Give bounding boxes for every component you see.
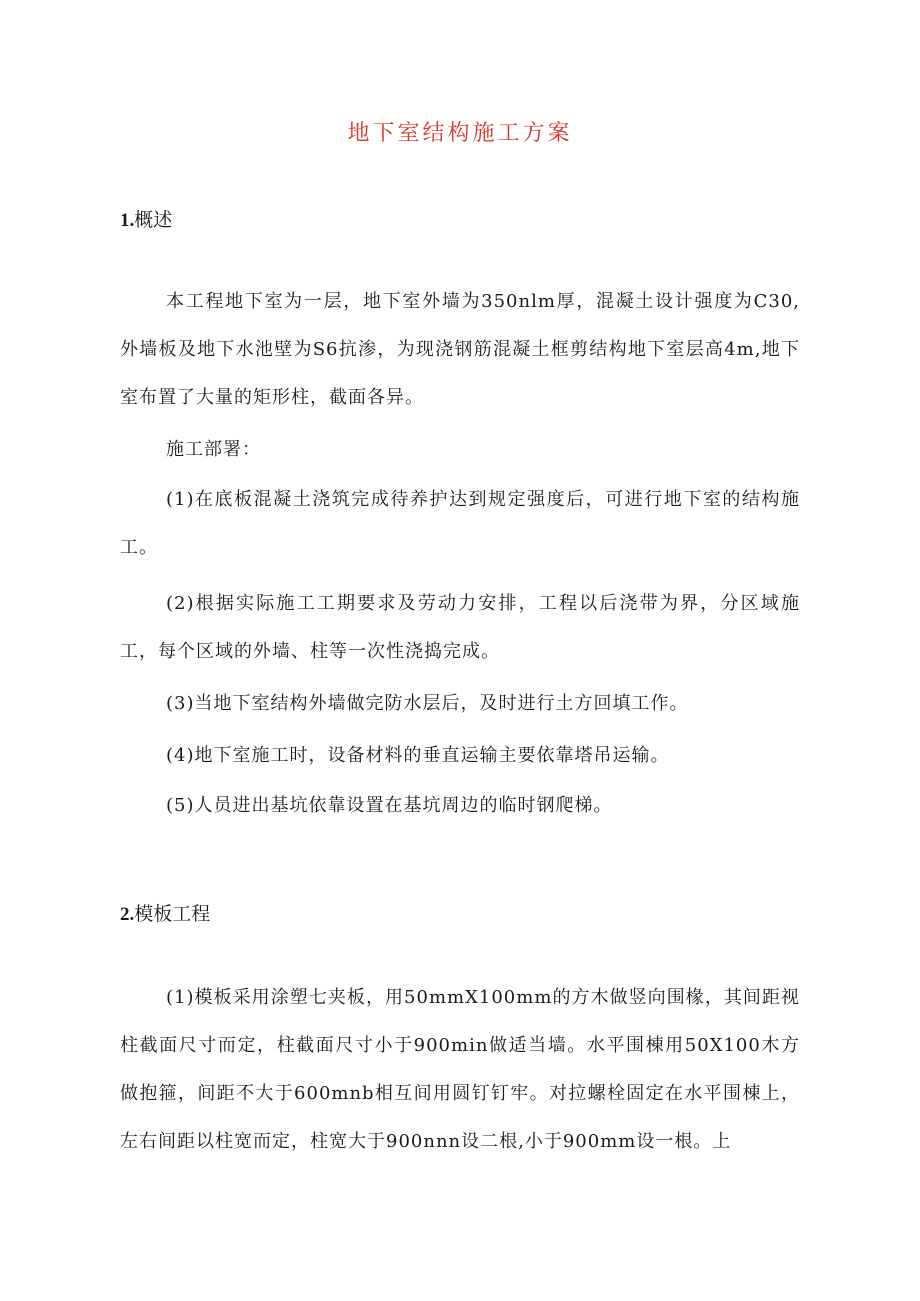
section-number: 1.	[120, 210, 135, 231]
section-heading-formwork	[120, 898, 210, 931]
section-heading-overview	[120, 204, 172, 237]
paragraph-deployment-item-1: (1)在底板混凝土浇筑完成待养护达到规定强度后，可进行地下室的结构施工。	[120, 489, 800, 558]
document-title: 地下室结构施工方案	[347, 121, 573, 146]
paragraph-deployment-item-5: (5)人员进出基坑依靠设置在基坑周边的临时钢爬梯。	[166, 795, 613, 816]
section-title: 概述	[134, 209, 173, 231]
paragraph-deployment-item-2: (2)根据实际施工工期要求及劳动力安排，工程以后浇带为界，分区域施工，每个区域的外墙、柱等一次性浇捣完成。	[120, 593, 800, 662]
paragraph-deployment-item-4: (4)地下室施工时，设备材料的垂直运输主要依靠塔吊运输。	[166, 745, 670, 766]
section-title: 模板工程	[134, 903, 211, 925]
paragraph-deployment-label: 施工部署：	[166, 439, 261, 460]
paragraph-formwork-item-1: (1)模板采用涂塑七夹板，用50mmX100mm的方木做竖向围椽，其间距视柱截面尺寸而定，柱截面尺寸小于900min做适当墙。水平围棟用50X100木方做抱箍，间距不大于600mnb相互间用圆钉钉牢。对拉螺栓固定在水平围棟上，左右间距以柱宽而定，柱宽大于900nnn设二根,小于900mm设一根。上	[120, 987, 800, 1152]
paragraph-deployment-item-3: (3)当地下室结构外墙做完防水层后，及时进行土方回填工作。	[166, 693, 689, 714]
paragraph-overview: 本工程地下室为一层，地下室外墙为350nlm厚，混凝土设计强度为C30,外墙板及地下水池壁为S6抗渗，为现浇钢筋混凝土框剪结构地下室层高4m,地下室布置了大量的矩形柱，截面各异。	[120, 291, 800, 408]
section-number: 2.	[120, 904, 135, 925]
